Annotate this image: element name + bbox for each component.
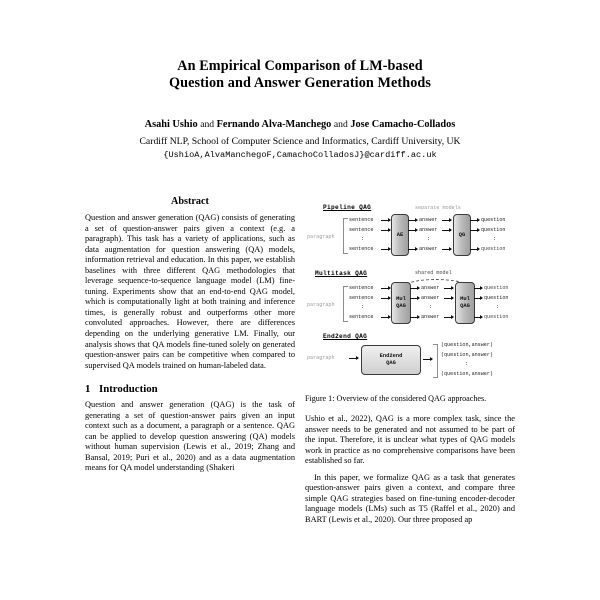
multitask-model-2-line-1: Mul <box>460 296 470 302</box>
multitask-arrow-out-1 <box>410 288 419 289</box>
multitask-arrow-out-3 <box>410 317 419 318</box>
pipeline-arrow-out-2 <box>408 230 417 231</box>
author-conjunction-2: and <box>333 119 348 130</box>
multitask-model-2-line-2: QAG <box>460 303 470 309</box>
multitask-model-1-line-1: Mul <box>396 296 406 302</box>
end2end-model <box>361 345 421 375</box>
right-column-paragraph-2: In this paper, we formalize QAG as a task that generates question-answer pairs given a context, and compare three simple QAG strategies based on fine-tuning encoder-decoder language models (LMs) such as T5 (Raffel et al., 2020) and BART (Lewis et al., 2020). Our three proposed ap <box>305 472 515 524</box>
pipeline-sentence-ellipsis: : <box>361 235 365 242</box>
multitask-question-1: question <box>484 285 509 291</box>
multitask-model-1 <box>391 282 411 324</box>
multitask-arrow-mid-3 <box>444 317 453 318</box>
pipeline-arrow-mid-3 <box>442 249 451 250</box>
panel-title-multitask: Multitask QAG <box>315 270 368 277</box>
pipeline-model-qg: QG <box>453 214 471 256</box>
pipeline-model-ae: AE <box>391 214 409 256</box>
multitask-arrow-in-2 <box>381 298 390 299</box>
multitask-question-ellipsis: : <box>496 303 500 310</box>
title-block <box>0 0 600 161</box>
author-1: Asahi Ushio <box>144 119 198 130</box>
multitask-sentence-1: sentence <box>349 285 374 291</box>
author-conjunction-1: and <box>200 119 215 130</box>
pipeline-arrow-final-3 <box>470 249 479 250</box>
multitask-sentence-2: sentence <box>349 295 374 301</box>
pipeline-arrow-in-1 <box>381 220 390 221</box>
pipeline-arrow-in-3 <box>381 249 390 250</box>
abstract-heading: Abstract <box>171 196 209 207</box>
pipeline-sentence-3: sentence <box>349 246 374 252</box>
introduction-title: Introduction <box>99 383 158 396</box>
abstract-text: Question and answer generation (QAG) consists of generating a set of question-answer pairs given a context (e.g. a paragraph). This task has a variety of applications, such as data augmentation for question answering (QA) models, information retrieval and education. In this paper, we establish baselines with three different QAG methodologies that leverage sequence-to-sequence language model (LM) fine-tuning. Experiments show that an end-to-end QAG model, which is computationally light at both training and inference times, is generally robust and outperforms other more convoluted approaches. However, there are differences depending on the underlying generative LM. Finally, our analysis shows that QA models fine-tuned solely on generated question-answer pairs can be competitive when compared to supervised QA models trained on human-labeled data. <box>85 213 295 370</box>
introduction-number: 1 <box>85 383 91 396</box>
end2end-arrow-out <box>423 359 432 360</box>
contact-email: {UshioA,AlvaManchegoF,CamachoColladosJ}@cardiff.ac.uk <box>163 150 437 160</box>
multitask-input-paragraph: paragraph <box>307 302 335 308</box>
author-3: Jose Camacho-Collados <box>350 119 456 130</box>
multitask-arrow-final-1 <box>474 288 482 289</box>
pipeline-answer-ellipsis: : <box>427 235 431 242</box>
pipeline-arrow-final-1 <box>470 220 479 221</box>
end2end-output-1: (question,answer) <box>441 342 493 348</box>
multitask-arrow-final-3 <box>474 317 482 318</box>
pipeline-sentence-2: sentence <box>349 227 374 233</box>
multitask-arrow-final-2 <box>474 298 482 299</box>
multitask-model-1-line-2: QAG <box>396 303 406 309</box>
pipeline-arrow-mid-1 <box>442 220 451 221</box>
panel-title-pipeline: Pipeline QAG <box>323 204 372 211</box>
paper-title-line-2: Question and Answer Generation Methods <box>168 75 432 91</box>
introduction-paragraph-1: Question and answer generation (QAG) is the task of generating a set of question-answer pairs given an input context such as a document, a paragraph or a sentence. QAG can be applied to develop question answering (QA) models without human supervision (Lewis et al., 2019; Zhang and Bansal, 2019; Puri et al., 2020) and as a data augmentation means for QA model understanding (Shakeri <box>85 400 295 473</box>
pipeline-input-paragraph: paragraph <box>307 234 335 240</box>
end2end-output-brace <box>433 344 438 378</box>
figure-panel-pipeline <box>305 204 537 266</box>
figure-panel-multitask <box>305 270 537 332</box>
multitask-arrow-in-1 <box>381 288 390 289</box>
pipeline-answer-1: answer <box>419 217 438 223</box>
author-2: Fernando Alva-Manchego <box>216 119 332 130</box>
pipeline-input-brace <box>343 218 348 254</box>
pipeline-arrow-mid-2 <box>442 230 451 231</box>
affiliation: Cardiff NLP, School of Computer Science and Informatics, Cardiff University, UK <box>139 136 461 147</box>
multitask-input-brace <box>343 286 348 322</box>
multitask-arrow-mid-2 <box>444 298 453 299</box>
pipeline-arrow-out-3 <box>408 249 417 250</box>
right-column-paragraph-1: Ushio et al., 2022), QAG is a more complex task, since the answer needs to be generated and not assumed to be part of the input. Therefore, it is unclear what types of QAG models work in practice as no comprehensive comparisons have been established so far. <box>305 414 515 466</box>
multitask-answer-3: answer <box>421 314 440 320</box>
pipeline-arrow-out-1 <box>408 220 417 221</box>
multitask-question-3: question <box>484 314 509 320</box>
end2end-arrow-in <box>349 358 358 359</box>
multitask-arrow-in-3 <box>381 317 390 318</box>
figure-panel-end2end <box>305 333 537 385</box>
multitask-sentence-ellipsis: : <box>361 303 365 310</box>
end2end-model-line-1: End2end <box>379 353 403 359</box>
multitask-question-2: question <box>484 295 509 301</box>
pipeline-question-2: question <box>481 227 506 233</box>
pipeline-question-3: question <box>481 246 506 252</box>
end2end-output-ellipsis: : <box>465 360 469 367</box>
paper-title-line-1: An Empirical Comparison of LM-based <box>177 58 423 74</box>
pipeline-arrow-final-2 <box>470 230 479 231</box>
author-list <box>0 118 600 132</box>
panel-note-shared-model: shared model <box>415 270 452 276</box>
multitask-answer-2: answer <box>421 295 440 301</box>
pipeline-sentence-1: sentence <box>349 217 374 223</box>
multitask-arrow-mid-1 <box>444 288 453 289</box>
right-column <box>305 196 515 525</box>
introduction-heading <box>85 383 295 395</box>
pipeline-question-1: question <box>481 217 506 223</box>
end2end-input-paragraph: paragraph <box>307 355 335 361</box>
multitask-arrow-out-2 <box>410 298 419 299</box>
pipeline-answer-3: answer <box>419 246 438 252</box>
multitask-answer-ellipsis: : <box>429 303 433 310</box>
multitask-model-2 <box>455 282 475 324</box>
multitask-sentence-3: sentence <box>349 314 374 320</box>
pipeline-answer-2: answer <box>419 227 438 233</box>
figure-caption: Figure 1: Overview of the considered QAG approaches. <box>305 394 487 403</box>
pipeline-arrow-in-2 <box>381 230 390 231</box>
end2end-model-line-2: QAG <box>386 360 396 366</box>
pipeline-question-ellipsis: : <box>493 235 497 242</box>
figure-1 <box>305 196 537 403</box>
panel-title-end2end: End2end QAG <box>323 333 368 340</box>
end2end-output-3: (question,answer) <box>441 371 493 377</box>
panel-note-separate-models: separate models <box>415 205 461 211</box>
end2end-output-2: (question,answer) <box>441 352 493 358</box>
left-column <box>85 196 295 474</box>
page-title <box>85 58 515 92</box>
multitask-answer-1: answer <box>421 285 440 291</box>
